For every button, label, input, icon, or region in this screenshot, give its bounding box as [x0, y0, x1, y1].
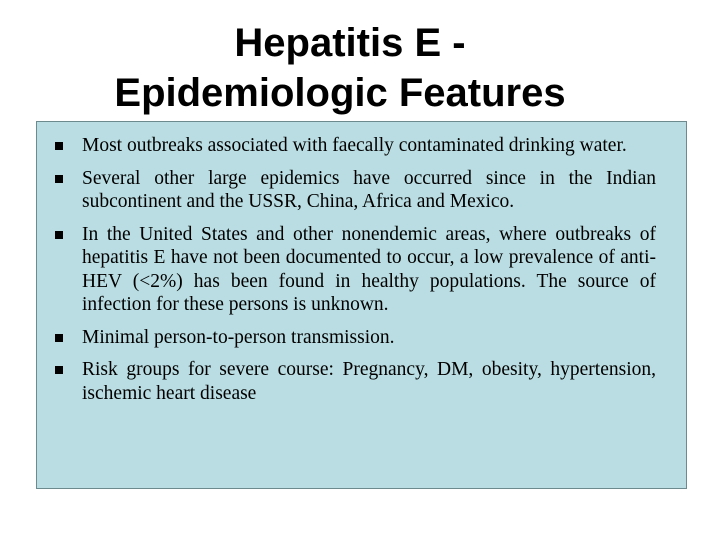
bullet-text: Risk groups for severe course: Pregnancy, DM, obesity, hypertension, ischemic heart disease: [82, 359, 656, 404]
bullet-text: Several other large epidemics have occurred since in the Indian subcontinent and the USSR, China, Africa and Mexico.: [82, 167, 656, 212]
bullet-item: [37, 134, 688, 158]
square-bullet-icon: [55, 142, 63, 150]
bullet-text: Minimal person-to-person transmission.: [82, 326, 395, 348]
bullet-text: In the United States and other nonendemic areas, where outbreaks of hepatitis E have not been documented to occur, a low prevalence of anti-HEV (<2%) has been found in healthy populations. The source of infection for these persons is unknown.: [82, 223, 656, 315]
slide-title-line-1: Hepatitis E -: [234, 21, 466, 65]
content-box: [36, 121, 687, 489]
bullet-item: [37, 326, 688, 350]
square-bullet-icon: [55, 366, 63, 374]
slide-title: [0, 18, 680, 118]
bullet-text: Most outbreaks associated with faecally contaminated drinking water.: [82, 135, 627, 156]
bullet-list: [37, 134, 688, 405]
slide-title-line-2: Epidemiologic Features: [114, 71, 566, 115]
square-bullet-icon: [55, 334, 63, 342]
bullet-item: [37, 358, 688, 405]
bullet-item: [37, 223, 688, 317]
bullet-item: [37, 167, 688, 214]
square-bullet-icon: [55, 175, 63, 183]
square-bullet-icon: [55, 231, 63, 239]
